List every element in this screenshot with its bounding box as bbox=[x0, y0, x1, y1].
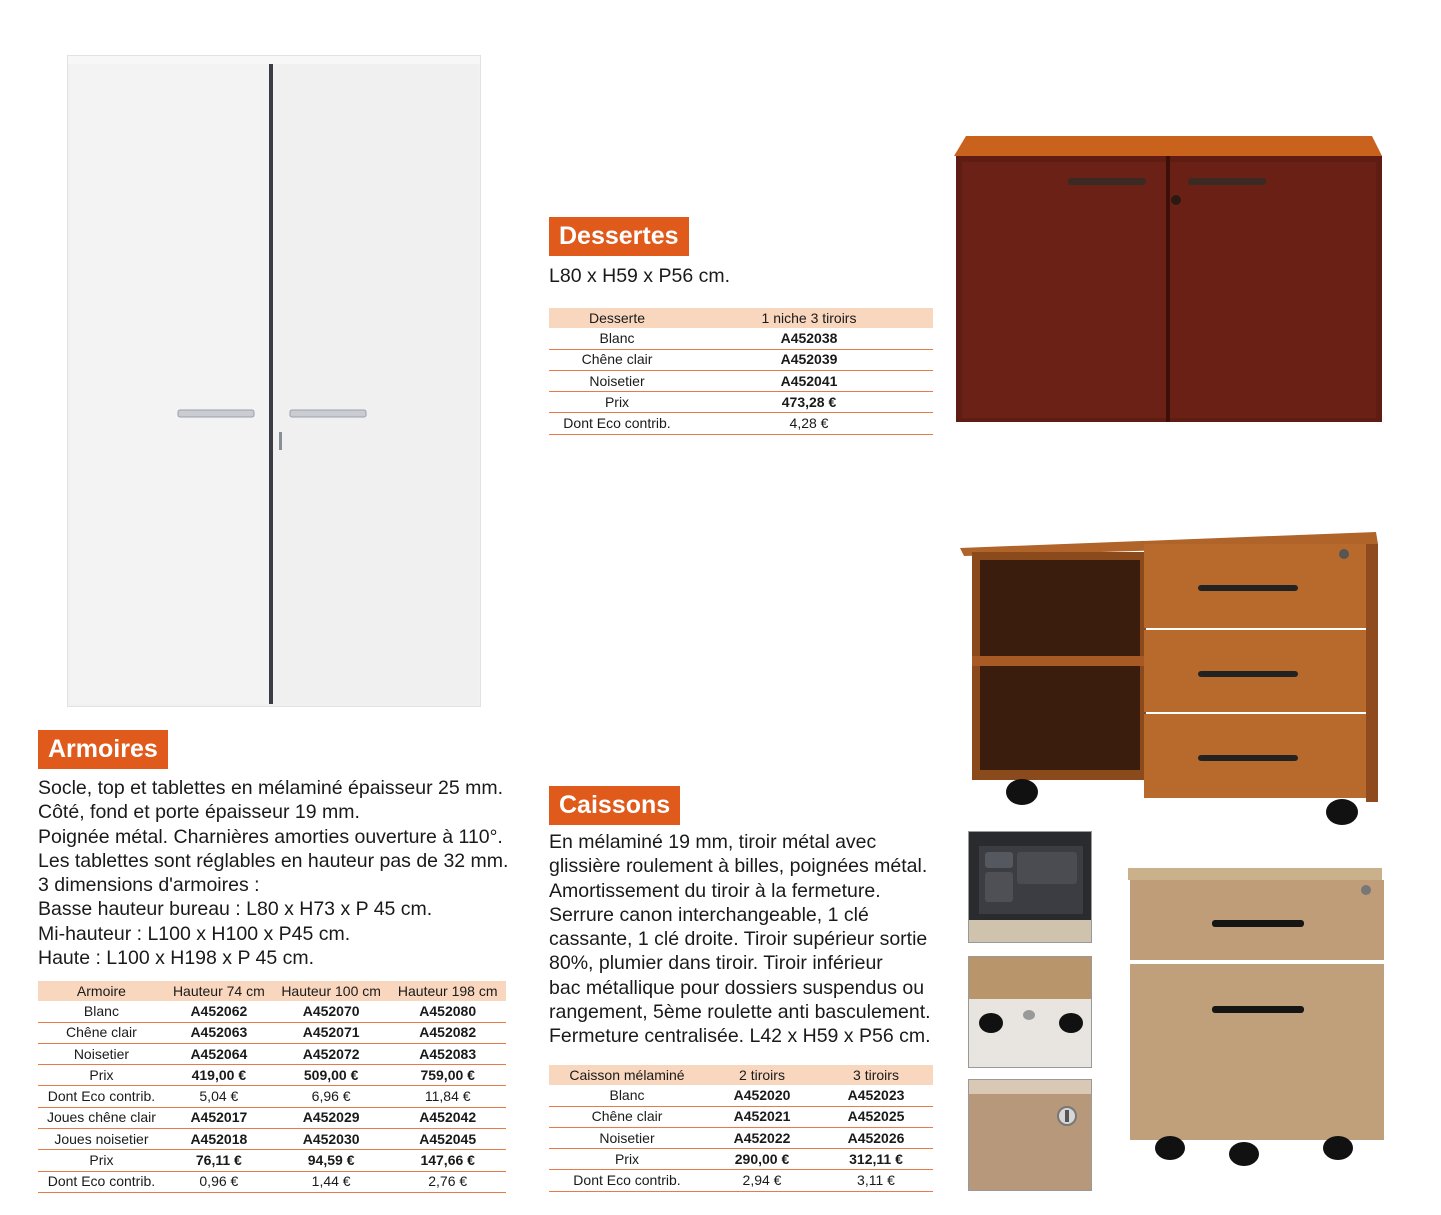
cell: 4,28 € bbox=[685, 413, 933, 434]
column-header: Caisson mélaminé bbox=[549, 1065, 705, 1085]
dessertes-table bbox=[549, 308, 933, 435]
armoires-desc-line: Les tablettes sont réglables en hauteur pas de 32 mm. bbox=[38, 849, 509, 872]
armoires-description bbox=[38, 776, 508, 970]
armoire-photo bbox=[68, 56, 480, 706]
row-label: Chêne clair bbox=[38, 1022, 165, 1043]
table-header-row bbox=[549, 308, 933, 328]
row-label: Noisetier bbox=[549, 370, 685, 391]
price-cell: 312,11 € bbox=[819, 1149, 933, 1170]
table-row bbox=[549, 1170, 933, 1191]
column-header: 1 niche 3 tiroirs bbox=[685, 308, 933, 328]
armoires-desc-line: 3 dimensions d'armoires : bbox=[38, 874, 260, 897]
price-cell: 94,59 € bbox=[273, 1150, 390, 1171]
cell: 3,11 € bbox=[819, 1170, 933, 1191]
row-label: Dont Eco contrib. bbox=[549, 1170, 705, 1191]
column-header: Hauteur 74 cm bbox=[165, 981, 273, 1001]
desserte-cabinet-photo bbox=[952, 134, 1384, 426]
column-header: Armoire bbox=[38, 981, 165, 1001]
table-row bbox=[549, 1149, 933, 1170]
price-cell: 147,66 € bbox=[389, 1150, 506, 1171]
column-header: 3 tiroirs bbox=[819, 1065, 933, 1085]
caissons-desc-line: Amortissement du tiroir à la fermeture. bbox=[549, 879, 881, 902]
cell: 2,76 € bbox=[389, 1171, 506, 1192]
table-row bbox=[549, 370, 933, 391]
caissons-desc-line: rangement, 5ème roulette anti basculement. bbox=[549, 1001, 931, 1024]
row-label: Joues noisetier bbox=[38, 1129, 165, 1150]
cell: 6,96 € bbox=[273, 1086, 390, 1107]
cell: A452018 bbox=[165, 1129, 273, 1150]
caissons-desc-line: bac métallique pour dossiers suspendus ou bbox=[549, 976, 925, 999]
row-label: Chêne clair bbox=[549, 1106, 705, 1127]
cell: A452038 bbox=[685, 328, 933, 349]
caissons-desc-line: En mélaminé 19 mm, tiroir métal avec bbox=[549, 831, 877, 853]
table-header-row bbox=[549, 1065, 933, 1085]
armoires-heading: Armoires bbox=[38, 730, 168, 769]
table-row bbox=[38, 1043, 506, 1064]
cell: A452080 bbox=[389, 1001, 506, 1022]
cell: A452029 bbox=[273, 1107, 390, 1128]
column-header: Desserte bbox=[549, 308, 685, 328]
serrure-thumbnail bbox=[969, 1080, 1091, 1190]
caissons-desc-line: Serrure canon interchangeable, 1 clé bbox=[549, 903, 869, 926]
cell: 5,04 € bbox=[165, 1086, 273, 1107]
caissons-desc-line: cassante, 1 clé droite. Tiroir supérieur sortie bbox=[549, 928, 928, 951]
row-label: Joues chêne clair bbox=[38, 1107, 165, 1128]
armoires-table bbox=[38, 981, 506, 1193]
row-label: Prix bbox=[549, 392, 685, 413]
table-row bbox=[38, 1171, 506, 1192]
row-label: Prix bbox=[38, 1150, 165, 1171]
column-header: Hauteur 100 cm bbox=[273, 981, 390, 1001]
cell: 0,96 € bbox=[165, 1171, 273, 1192]
table-row bbox=[549, 1106, 933, 1127]
row-label: Noisetier bbox=[38, 1043, 165, 1064]
cell: A452064 bbox=[165, 1043, 273, 1064]
cell: 2,94 € bbox=[705, 1170, 819, 1191]
cell: A452062 bbox=[165, 1001, 273, 1022]
cell: 1,44 € bbox=[273, 1171, 390, 1192]
row-label: Dont Eco contrib. bbox=[549, 413, 685, 434]
cell: A452071 bbox=[273, 1022, 390, 1043]
cell: A452041 bbox=[685, 370, 933, 391]
caissons-desc-line: 80%, plumier dans tiroir. Tiroir inférieur bbox=[549, 952, 883, 975]
table-row bbox=[38, 1086, 506, 1107]
cell: A452082 bbox=[389, 1022, 506, 1043]
table-row bbox=[38, 1107, 506, 1128]
armoires-desc-line: Basse hauteur bureau : L80 x H73 x P 45 cm. bbox=[38, 898, 433, 921]
table-row bbox=[38, 1150, 506, 1171]
table-row bbox=[549, 349, 933, 370]
cell: 11,84 € bbox=[389, 1086, 506, 1107]
caissons-table bbox=[549, 1065, 933, 1192]
cell: A452030 bbox=[273, 1129, 390, 1150]
cell: A452042 bbox=[389, 1107, 506, 1128]
row-label: Prix bbox=[549, 1149, 705, 1170]
row-label: Prix bbox=[38, 1065, 165, 1086]
cell: A452025 bbox=[819, 1106, 933, 1127]
caisson-photo bbox=[1126, 866, 1386, 1176]
price-cell: 76,11 € bbox=[165, 1150, 273, 1171]
cell: A452070 bbox=[273, 1001, 390, 1022]
armoires-desc-line: Poignée métal. Charnières amorties ouverture à 110°. bbox=[38, 825, 503, 848]
price-cell: 290,00 € bbox=[705, 1149, 819, 1170]
table-row bbox=[38, 1065, 506, 1086]
table-row bbox=[549, 1085, 933, 1106]
armoires-desc-line: Socle, top et tablettes en mélaminé épaisseur 25 mm. bbox=[38, 777, 503, 799]
armoires-desc-line: Mi-hauteur : L100 x H100 x P45 cm. bbox=[38, 922, 351, 945]
row-label: Blanc bbox=[549, 1085, 705, 1106]
cell: A452063 bbox=[165, 1022, 273, 1043]
table-row bbox=[549, 392, 933, 413]
table-row bbox=[549, 413, 933, 434]
table-row bbox=[549, 1127, 933, 1148]
cell: A452072 bbox=[273, 1043, 390, 1064]
cell: A452026 bbox=[819, 1127, 933, 1148]
roulettes-thumbnail bbox=[969, 957, 1091, 1067]
table-row bbox=[38, 1129, 506, 1150]
row-label: Noisetier bbox=[549, 1127, 705, 1148]
cell: A452023 bbox=[819, 1085, 933, 1106]
desserte-niche-photo bbox=[958, 530, 1383, 830]
column-header: Hauteur 198 cm bbox=[389, 981, 506, 1001]
price-cell: 509,00 € bbox=[273, 1065, 390, 1086]
table-row bbox=[38, 1001, 506, 1022]
caissons-description bbox=[549, 830, 931, 1049]
cell: A452021 bbox=[705, 1106, 819, 1127]
table-row bbox=[549, 328, 933, 349]
price-cell: 759,00 € bbox=[389, 1065, 506, 1086]
table-row bbox=[38, 1022, 506, 1043]
row-label: Dont Eco contrib. bbox=[38, 1171, 165, 1192]
cell: A452083 bbox=[389, 1043, 506, 1064]
armoires-desc-line: Côté, fond et porte épaisseur 19 mm. bbox=[38, 801, 360, 824]
price-cell: 473,28 € bbox=[685, 392, 933, 413]
plumier-thumbnail bbox=[969, 832, 1091, 942]
column-header: 2 tiroirs bbox=[705, 1065, 819, 1085]
cell: A452045 bbox=[389, 1129, 506, 1150]
row-label: Chêne clair bbox=[549, 349, 685, 370]
row-label: Blanc bbox=[549, 328, 685, 349]
caissons-desc-line: Fermeture centralisée. L42 x H59 x P56 cm. bbox=[549, 1025, 931, 1048]
dessertes-dimensions: L80 x H59 x P56 cm. bbox=[549, 265, 731, 287]
table-header-row bbox=[38, 981, 506, 1001]
cell: A452039 bbox=[685, 349, 933, 370]
row-label: Blanc bbox=[38, 1001, 165, 1022]
caissons-heading: Caissons bbox=[549, 786, 680, 825]
armoires-desc-line: Haute : L100 x H198 x P 45 cm. bbox=[38, 947, 315, 970]
dessertes-heading: Dessertes bbox=[549, 217, 689, 256]
caissons-desc-line: glissière roulement à billes, poignées métal. bbox=[549, 855, 928, 878]
cell: A452022 bbox=[705, 1127, 819, 1148]
cell: A452020 bbox=[705, 1085, 819, 1106]
row-label: Dont Eco contrib. bbox=[38, 1086, 165, 1107]
cell: A452017 bbox=[165, 1107, 273, 1128]
price-cell: 419,00 € bbox=[165, 1065, 273, 1086]
